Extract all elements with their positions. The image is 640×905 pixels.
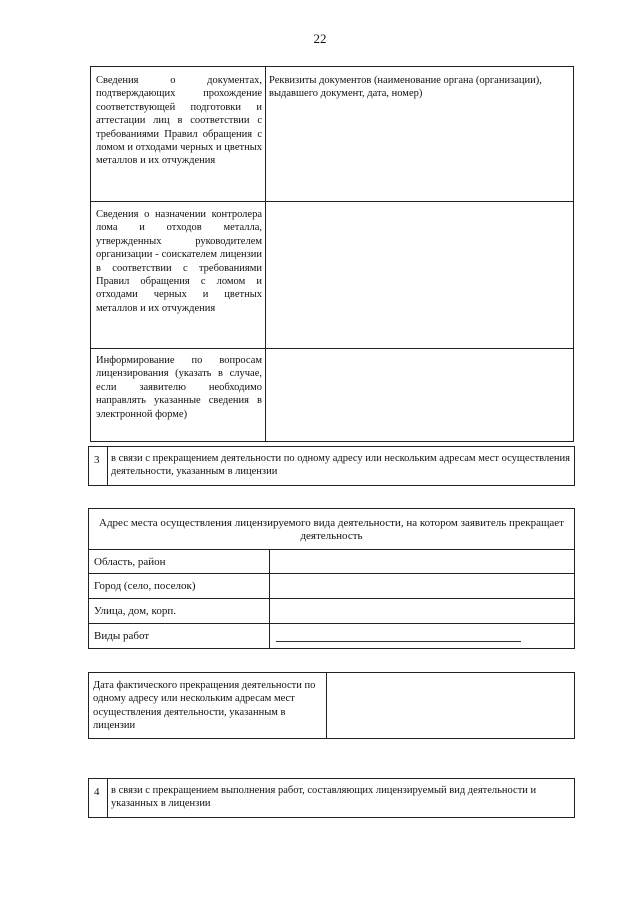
- section-3-box: [88, 446, 575, 486]
- section-4-text: в связи с прекращением выполнения работ, составляющих лицензируемый вид деятельности и указанных в лицензии: [111, 785, 537, 810]
- training-docs-value: Реквизиты документов (наименование органа (организации), выдавшего документ, дата, номер): [269, 75, 542, 100]
- termination-date-label: Дата фактического прекращения деятельности по одному адресу или нескольким адресам мест осуществления деятельности, указанным в лицензии: [93, 680, 316, 732]
- work-types-label: Виды работ: [94, 630, 150, 642]
- address-table: [88, 508, 575, 649]
- section-4-number: 4: [94, 786, 100, 798]
- section-4-box: [88, 778, 575, 818]
- address-header: Адрес места осуществления лицензируемого вида деятельности, на котором заявитель прекращает деятельность: [99, 517, 564, 543]
- region-label: Область, район: [94, 556, 166, 568]
- street-label: Улица, дом, корп.: [94, 605, 176, 617]
- work-types-underline[interactable]: [276, 641, 521, 642]
- page-number: 22: [313, 31, 327, 46]
- section-3-text: в связи с прекращением деятельности по одному адресу или нескольким адресам мест осуществления деятельности, указанным в лицензии: [111, 453, 570, 478]
- documents-table: [90, 66, 574, 442]
- informing-label: Информирование по вопросам лицензирования (указать в случае, если заявителю необходимо направлять указанные сведения в электронной форме): [96, 355, 262, 420]
- section-3-number: 3: [94, 454, 100, 466]
- date-table: [88, 672, 575, 739]
- city-label: Город (село, поселок): [94, 580, 196, 592]
- training-docs-label: Сведения о документах, подтверждающих прохождение соответствующей подготовки и аттестации лиц в соответствии с требованиями Правил обращения с ломом и отходами черных и цветных металлов и их отчуждения: [96, 75, 262, 167]
- controller-label: Сведения о назначении контролера лома и отходов металла, утвержденных руководителем организации - соискателем лицензии в соответствии с требованиями Правил обращения с ломом и отходами черных и цветных металлов и их отчуждения: [96, 209, 262, 314]
